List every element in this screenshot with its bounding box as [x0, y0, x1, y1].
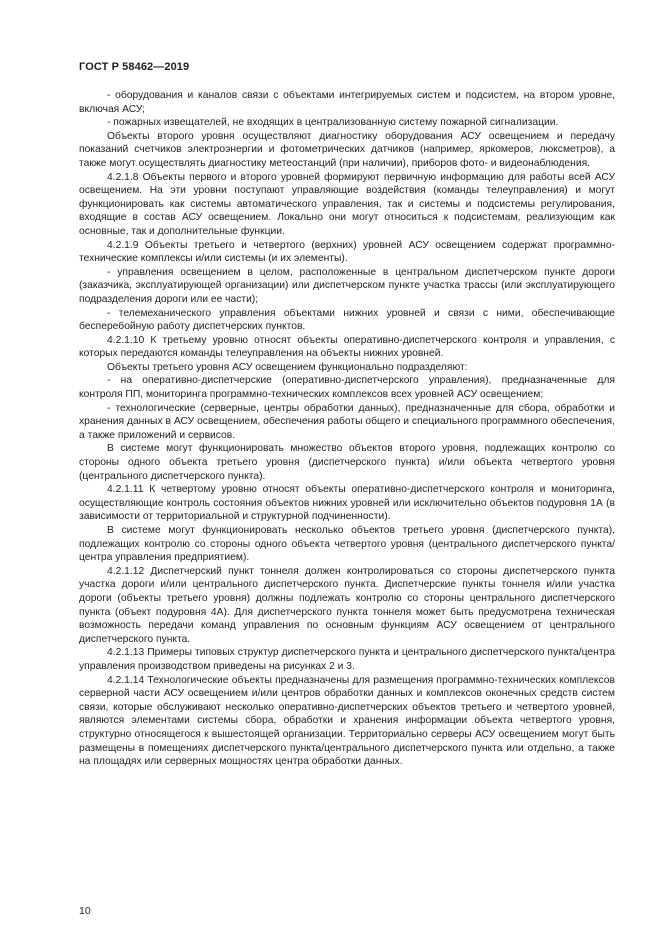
- document-header: ГОСТ Р 58462—2019: [79, 61, 190, 73]
- paragraph-11: - технологические (серверные, центры обработки данных), предназначенные для сбора, обработки и хранения данных в АСУ освещением, обеспечения работы общего и специального программного обеспечения, а также приложений и сервисов.: [79, 402, 615, 441]
- paragraph-2: - пожарных извещателей, не входящих в централизованную систему пожарной сигнализации.: [107, 117, 559, 129]
- paragraph-3: Объекты второго уровня осуществляют диагностику оборудования АСУ освещением и передачу показаний счетчиков электроэнергии и фотометрических датчиков (например, яркомеров, люксметров), а также могут осуществлять диагностику метеостанций (при наличии), приборов фото- и видеонаблюдения.: [79, 130, 615, 169]
- paragraph-17: 4.2.1.14 Технологические объекты предназначены для размещения программно-технических комплексов серверной части АСУ освещением и/или центров обработки данных и комплексов оконечных средств систем связи, которые обслуживают несколько оперативно-диспетчерских объектов третьего и четвертого уровней, являются элементами системы сбора, обработки и хранения информации объекта четвертого уровня, структурно относящегося к вышестоящей организации. Территориально серверы АСУ освещением могут быть размещены в помещениях диспетчерского пункта/центрального диспетчерского пункта или отдельно, а также на площадях или серверных мощностях центра обработки данных.: [79, 674, 615, 768]
- paragraph-8: 4.2.1.10 К третьему уровню относят объекты оперативно-диспетчерского контроля и управления, с которых передаются команды телеуправления на объекты нижних уровней.: [79, 334, 615, 360]
- paragraph-6: - управления освещением в целом, расположенные в центральном диспетчерском пункте дороги (заказчика, эксплуатирующей организации) или диспетчерском пункте участка трассы (или эксплуатирующего подразделения дороги или ее части);: [79, 266, 615, 305]
- paragraph-4: 4.2.1.8 Объекты первого и второго уровней формируют первичную информацию для работы всей АСУ освещением. На эти уровни поступают управляющие воздействия (команды телеуправления) и могут функционировать как системы автоматического управления, так и системы и подсистемы регулирования, входящие в состав АСУ освещением. Локально они могут относиться к подсистемам, реализующим как основные, так и дополнительные функции.: [79, 171, 615, 237]
- paragraph-16: 4.2.1.13 Примеры типовых структур диспетчерского пункта и центрального диспетчерского пункта/центра управления производством приведены на рисунках 2 и 3.: [79, 647, 615, 672]
- paragraph-12: В системе могут функционировать множество объектов второго уровня, подлежащих контролю со стороны одного объекта третьего уровня (диспетчерского пункта) и/или объекта четвертого уровня (центрального диспетчерского пункта).: [79, 443, 615, 482]
- paragraph-15: 4.2.1.12 Диспетчерский пункт тоннеля должен контролироваться со стороны диспетчерского пункта участка дороги и/или центрального диспетчерского пункта. Диспетчерские пункты тоннеля и/или участка дороги (объекты третьего уровня) должны подлежать контролю со стороны центрального диспетчерского пункта (объект подуровня 4А). Для диспетчерского пункта тоннеля может быть предусмотрена техническая возможность передачи команд управления по основным функциям АСУ освещением от центрального диспетчерского пункта.: [79, 565, 615, 645]
- paragraph-13: 4.2.1.11 К четвертому уровню относят объекты оперативно-диспетчерского контроля и мониторинга, осуществляющие контроль состояния объектов нижних уровней или исключительно объектов подуровня 1А (в зависимости от территориальной и структурной подчиненности).: [79, 484, 615, 523]
- paragraph-5: 4.2.1.9 Объекты третьего и четвертого (верхних) уровней АСУ освещением содержат программно-технические комплексы и/или системы (и их элементы).: [79, 239, 615, 265]
- paragraph-1: - оборудования и каналов связи с объектами интегрируемых систем и подсистем, на втором уровне, включая АСУ;: [79, 90, 615, 115]
- page-number: 10: [79, 905, 91, 917]
- paragraph-14: В системе могут функционировать несколько объектов третьего уровня (диспетчерского пункта), подлежащих контролю со стороны одного объекта четвертого уровня (центрального диспетчерского пункта/центра управления предприятием).: [79, 525, 615, 564]
- paragraph-7: - телемеханического управления объектами нижних уровней и связи с ними, обеспечивающие бесперебойную работу диспетчерских пунктов.: [79, 307, 615, 333]
- paragraph-9: Объекты третьего уровня АСУ освещением функционально подразделяют:: [107, 361, 468, 373]
- document-body: [79, 89, 615, 769]
- paragraph-10: - на оперативно-диспетчерские (оперативно-диспетчерского управления), предназначенные для контроля ПП, мониторинга программно-технических комплексов всех уровней АСУ освещением;: [79, 375, 615, 401]
